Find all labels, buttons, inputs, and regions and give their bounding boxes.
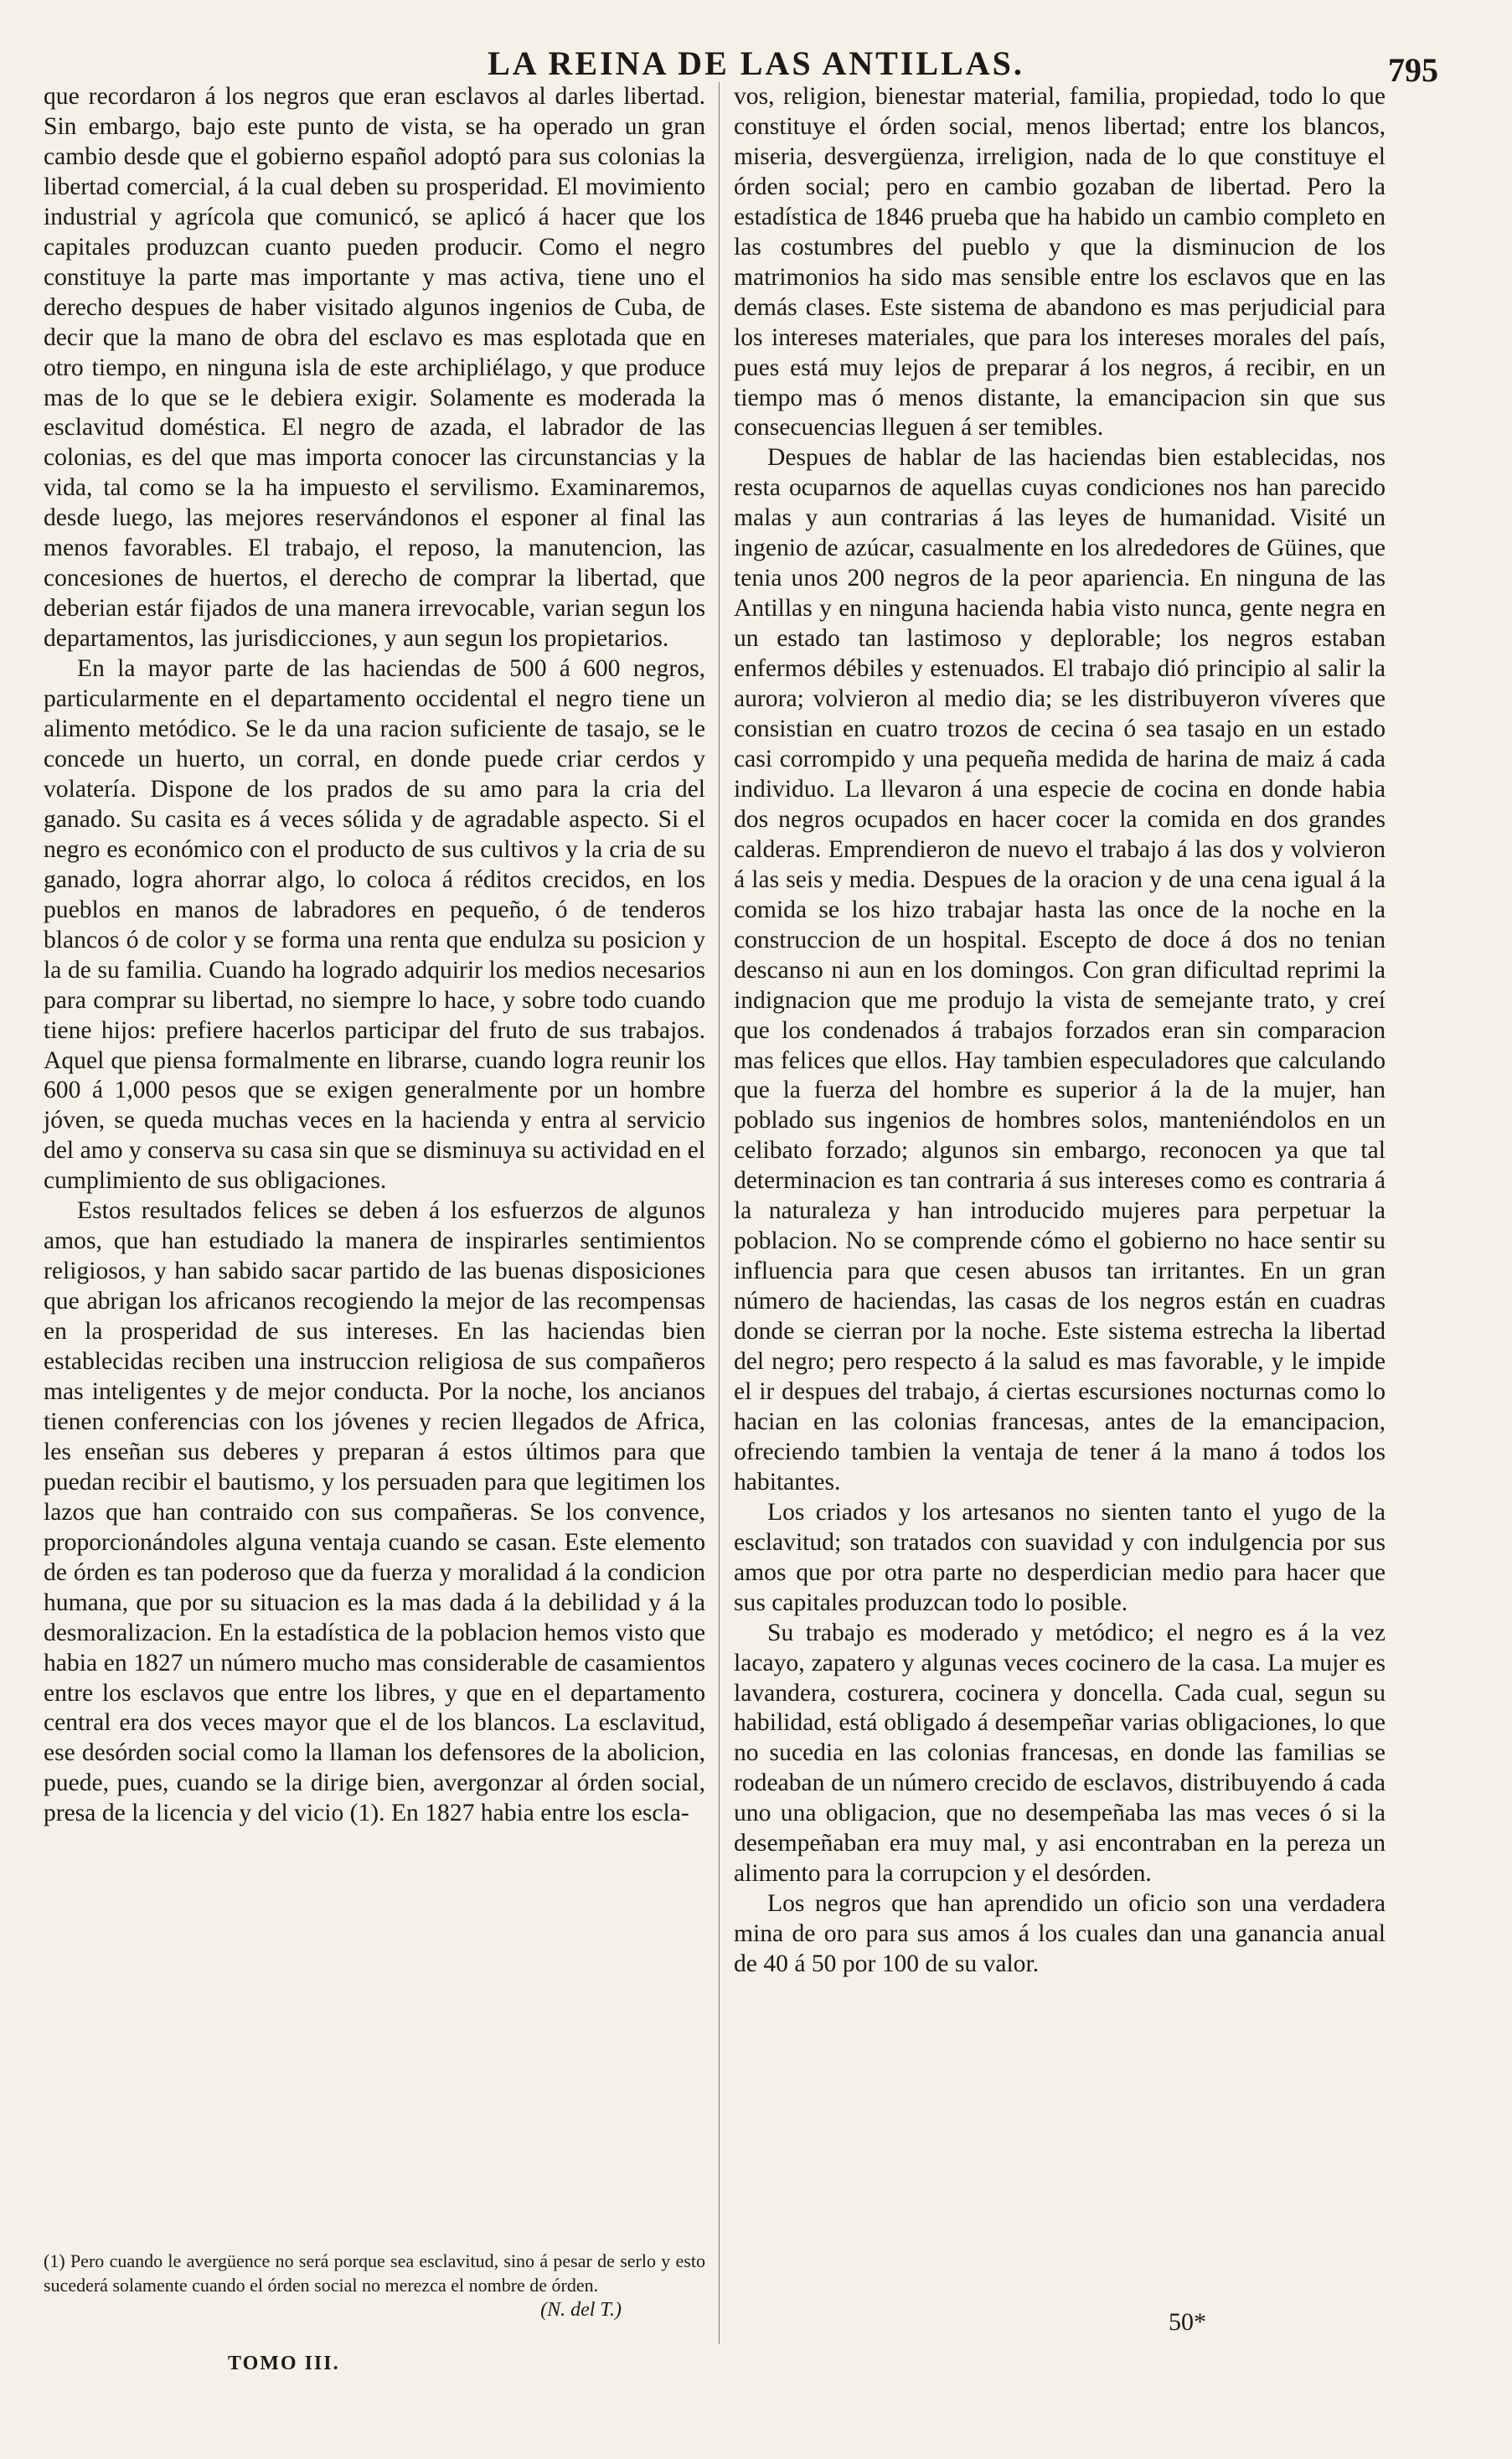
left-paragraph-1: que recordaron á los negros que eran esclavos al darles libertad. Sin embargo, bajo este punto de vista, se ha operado un gran cambio desde que el gobierno español adoptó para sus colonias la libertad comercial, á la cual deben su prosperidad. El movimiento industrial y agrícola que comunicó, se aplicó á hacer que los capitales produzcan cuanto pueden producir. Como el negro constituye la parte mas importante y mas activa, tiene uno el derecho despues de haber visitado algunos ingenios de Cuba, de decir que la mano de obra del esclavo es mas esplotada que en otro tiempo, en ninguna isla de este archipliélago, y que produce mas de lo que se le debiera exigir. Solamente es moderada la esclavitud doméstica. El negro de azada, el labrador de las colonias, es del que mas importa conocer las circunstancias y la vida, tal como se la ha impuesto el servilismo. Examinaremos, desde luego, las mejores reservándonos el esponer al final las menos favorables. El trabajo, el reposo, la manutencion, las concesiones de huertos, el derecho de comprar la libertad, que deberian estár fijados de una manera irrevocable, varian segun los departamentos, las jurisdicciones, y aun segun los propietarios. [44, 83, 705, 653]
right-paragraph-3: Los criados y los artesanos no sienten tanto el yugo de la esclavitud; son tratados con suavidad y con indulgencia por sus amos que por otra parte no desperdician medio para hacer que sus capitales produzcan todo lo posible. [734, 1498, 1386, 1616]
running-head-title: LA REINA DE LAS ANTILLAS. [488, 44, 1024, 82]
left-paragraph-3: Estos resultados felices se deben á los esfuerzos de algunos amos, que han estudiado la manera de inspirarles sentimientos religiosos, y han sabido sacar partido de las buenas disposiciones que abrigan los africanos recogiendo la mejor de las recompensas en la prosperidad de sus intereses. En las haciendas bien establecidas reciben una instruccion religiosa de sus compañeros mas inteligentes y de mejor conducta. Por la noche, los ancianos tienen conferencias con los jóvenes y recien llegados de Africa, les enseñan sus deberes y preparan á estos últimos para que puedan recibir el bautismo, y los persuaden para que legitimen los lazos que han contraido con sus compañeras. Se los convence, proporcionándoles alguna ventaja cuando se casan. Este elemento de órden es tan poderoso que da fuerza y moralidad á la condicion humana, que por su situacion es la mas dada á la debilidad y á la desmoralizacion. En la estadística de la poblacion hemos visto que habia en 1827 un número mucho mas considerable de casamientos entre los esclavos que entre los libres, y que en el departamento central era dos veces mayor que el de los blancos. La esclavitud, ese desórden social como la llaman los defensores de la abolicion, puede, pues, cuando se la dirige bien, avergonzar al órden social, presa de la licencia y del vicio (1). En 1827 habia entre los escla- [44, 1197, 705, 1827]
right-column [734, 82, 1386, 1980]
column-divider [719, 82, 720, 2344]
left-column [44, 82, 705, 1829]
footnote [44, 2250, 705, 2323]
printer-signature: 50* [1169, 2308, 1206, 2336]
right-paragraph-4: Su trabajo es moderado y metódico; el negro es á la vez lacayo, zapatero y algunas veces cocinero de la casa. La mujer es lavandera, costurera, cocinera y doncella. Cada cual, segun su habilidad, está obligado á desempeñar varias obligaciones, lo que no sucedia en las colonias francesas, en donde las familias se rodeaban de un número crecido de esclavos, distribuyendo á cada uno una obligacion, que no desempeñaba las mas veces ó si la desempeñaban era muy mal, y asi encontraban en la pereza un alimento para la corrupcion y el desórden. [734, 1619, 1386, 1888]
right-paragraph-5: Los negros que han aprendido un oficio son una verdadera mina de oro para sus amos á los cuales dan una ganancia anual de 40 á 50 por 100 de su valor. [734, 1890, 1386, 1978]
right-paragraph-1: vos, religion, bienestar material, familia, propiedad, todo lo que constituye el órden social, menos libertad; entre los blancos, miseria, desvergüenza, irreligion, nada de lo que constituye el órden social; pero en cambio gozaban de libertad. Pero la estadística de 1846 prueba que ha habido un cambio completo en las costumbres del pueblo y que la disminucion de los matrimonios ha sido mas sensible entre los esclavos que en las demás clases. Este sistema de abandono es mas perjudicial para los intereses materiales, que para los intereses morales del país, pues está muy lejos de preparar á los negros, á recibir, en un tiempo mas ó menos distante, la emancipacion sin que sus consecuencias lleguen á ser temibles. [734, 83, 1386, 442]
volume-label: TOMO III. [228, 2353, 340, 2374]
page-number: 795 [1388, 51, 1438, 89]
footnote-attribution: (N. del T.) [540, 2299, 622, 2322]
right-paragraph-2: Despues de hablar de las haciendas bien establecidas, nos resta ocuparnos de aquellas cuyas condiciones nos han parecido malas y aun contrarias á las leyes de humanidad. Visité un ingenio de azúcar, casualmente en los alrededores de Güines, que tenia unos 200 negros de la peor apariencia. En ninguna de las Antillas y en ninguna hacienda habia visto nunca, gente negra en un estado tan lastimoso y deplorable; los negros estaban enfermos débiles y estenuados. El trabajo dió principio al salir la aurora; volvieron al medio dia; se les distribuyeron víveres que consistian en cuatro trozos de cecina ó sea tasajo en un estado casi corrompido y una pequeña medida de harina de maiz á cada individuo. La llevaron á una especie de cocina en donde habia dos negros ocupados en hacer cocer la comida en dos grandes calderas. Emprendieron de nuevo el trabajo á las dos y volvieron á las seis y media. Despues de la oracion y de una cena igual á la comida se los hizo trabajar hasta las once de la noche en la construccion de un hospital. Escepto de doce á dos no tenian descanso ni aun en los domingos. Con gran dificultad reprimi la indignacion que me produjo la vista de semejante trato, y creí que los condenados á trabajos forzados eran sin comparacion mas felices que ellos. Hay tambien especuladores que calculando que la fuerza del hombre es superior á la de la mujer, han poblado sus ingenios de hombres solos, manteniéndolos en un celibato forzado; algunos sin embargo, reconocen ya que tal determinacion es tan contraria á sus intereses como es contraria á la naturaleza y han introducido mujeres para perpetuar la poblacion. No se comprende cómo el gobierno no hace sentir su influencia para que cesen abusos tan irritantes. En un gran número de haciendas, las casas de los negros están en cuadras donde se cierran por la noche. Este sistema estrecha la libertad del negro; pero respecto á la salud es mas favorable, y le impide el ir despues del trabajo, á ciertas escursiones nocturnas como lo hacian en las colonias francesas, antes de la emancipacion, ofreciendo tambien la ventaja de tener á la mano á todos los habitantes. [734, 444, 1386, 1496]
footnote-text: (1) Pero cuando le avergüence no será porque sea esclavitud, sino á pesar de serlo y esto sucederá solamente cuando el órden social no merezca el nombre de órden. [44, 2250, 705, 2296]
left-paragraph-2: En la mayor parte de las haciendas de 500 á 600 negros, particularmente en el departamento occidental el negro tiene un alimento metódico. Se le da una racion suficiente de tasajo, se le concede un huerto, un corral, en donde puede criar cerdos y volatería. Dispone de los prados de su amo para la cria del ganado. Su casita es á veces sólida y de agradable aspecto. Si el negro es económico con el producto de sus cultivos y la cria de su ganado, logra ahorrar algo, lo coloca á réditos crecidos, en los pueblos en manos de labradores en pequeño, ó de tenderos blancos ó de color y se forma una renta que endulza su posicion y la de su familia. Cuando ha logrado adquirir los medios necesarios para comprar su libertad, no siempre lo hace, y sobre todo cuando tiene hijos: prefiere hacerlos participar del fruto de sus trabajos. Aquel que piensa formalmente en librarse, cuando logra reunir los 600 á 1,000 pesos que se exigen generalmente por un hombre jóven, se queda muchas veces en la hacienda y entra al servicio del amo y conserva su casa sin que se disminuya su actividad en el cumplimiento de sus obligaciones. [44, 655, 705, 1195]
